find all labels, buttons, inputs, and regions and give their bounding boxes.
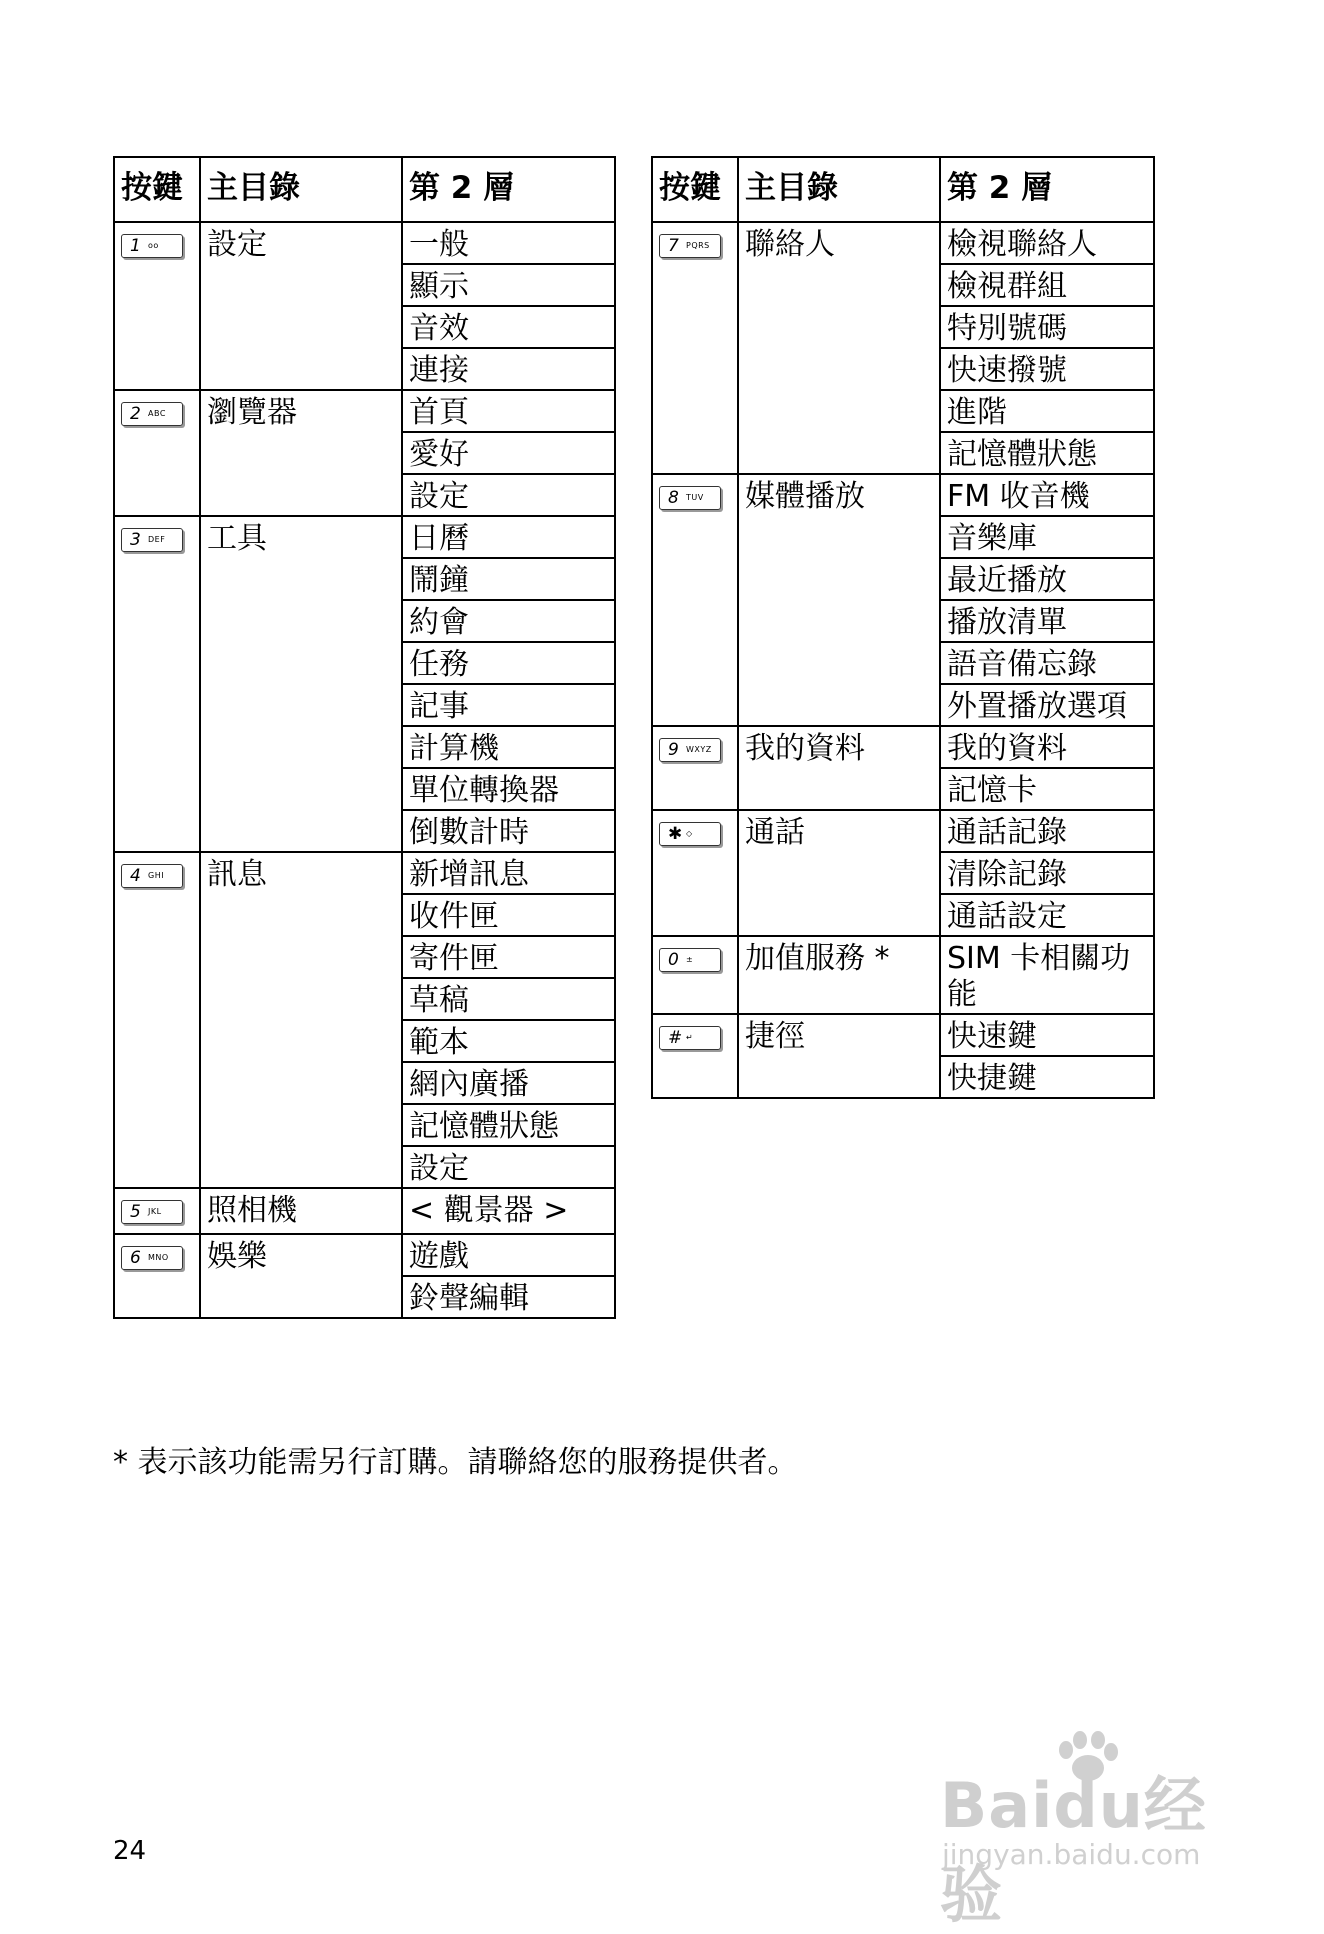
submenu-cell: 範本 xyxy=(402,1020,615,1062)
submenu-cell: 寄件匣 xyxy=(402,936,615,978)
submenu-cell: 一般 xyxy=(402,222,615,264)
submenu-cell: 我的資料 xyxy=(940,726,1154,768)
table-row xyxy=(652,1014,1154,1056)
table-row xyxy=(114,1234,615,1276)
key-letters: PQRS xyxy=(686,241,710,250)
key-digit: 4 xyxy=(130,866,141,886)
header-level2: 第 2 層 xyxy=(402,157,615,222)
submenu-cell: 約會 xyxy=(402,600,615,642)
main-menu-cell: 我的資料 xyxy=(738,726,940,810)
submenu-cell: 設定 xyxy=(402,1146,615,1188)
key-digit: 3 xyxy=(130,530,141,550)
keypad-key-icon xyxy=(121,1200,183,1224)
footnote: * 表示該功能需另行訂購。請聯絡您的服務提供者。 xyxy=(113,1445,798,1480)
submenu-cell: 進階 xyxy=(940,390,1154,432)
key-letters: ᴏᴏ xyxy=(148,241,159,250)
key-digit: 9 xyxy=(668,740,679,760)
table-row xyxy=(114,516,615,558)
key-digit: 5 xyxy=(130,1202,141,1222)
submenu-cell: 記憶卡 xyxy=(940,768,1154,810)
submenu-cell: 通話記錄 xyxy=(940,810,1154,852)
main-menu-cell: 聯絡人 xyxy=(738,222,940,474)
submenu-cell: 清除記錄 xyxy=(940,852,1154,894)
key-digit: 2 xyxy=(130,404,141,424)
submenu-cell: 收件匣 xyxy=(402,894,615,936)
submenu-cell: 設定 xyxy=(402,474,615,516)
keypad-key-icon xyxy=(121,528,183,552)
main-menu-cell: 加值服務 * xyxy=(738,936,940,1014)
main-menu-cell: 娛樂 xyxy=(200,1234,402,1318)
submenu-cell: 單位轉換器 xyxy=(402,768,615,810)
key-letters: ABC xyxy=(148,409,166,418)
header-main-menu: 主目錄 xyxy=(738,157,940,222)
main-menu-cell: 媒體播放 xyxy=(738,474,940,726)
key-digit: 8 xyxy=(668,488,679,508)
menu-table-right xyxy=(651,156,1155,1099)
header-main-menu: 主目錄 xyxy=(200,157,402,222)
keypad-key-icon xyxy=(121,402,183,426)
header-key: 按鍵 xyxy=(114,157,200,222)
key-letters: ± xyxy=(686,955,694,964)
table-row xyxy=(114,1188,615,1234)
main-menu-cell: 通話 xyxy=(738,810,940,936)
key-letters: ↵ xyxy=(686,1033,694,1042)
submenu-cell: 草稿 xyxy=(402,978,615,1020)
keypad-key-icon xyxy=(121,1246,183,1270)
key-cell xyxy=(652,1014,738,1098)
submenu-cell: 記事 xyxy=(402,684,615,726)
submenu-cell: 計算機 xyxy=(402,726,615,768)
watermark-brand: Baidu经验 xyxy=(940,1769,1207,1931)
key-digit: 0 xyxy=(668,950,679,970)
key-cell xyxy=(652,222,738,474)
key-letters: DEF xyxy=(148,535,166,544)
table-row xyxy=(114,852,615,894)
key-letters: MNO xyxy=(148,1253,169,1262)
submenu-cell: 愛好 xyxy=(402,432,615,474)
key-cell xyxy=(114,1188,200,1234)
key-digit: 7 xyxy=(668,236,679,256)
main-menu-cell: 照相機 xyxy=(200,1188,402,1234)
table-row xyxy=(652,810,1154,852)
keypad-key-icon xyxy=(659,948,721,972)
keypad-key-icon xyxy=(659,1026,721,1050)
key-cell xyxy=(114,222,200,390)
submenu-cell: < 觀景器 > xyxy=(402,1188,615,1234)
submenu-cell: 音效 xyxy=(402,306,615,348)
main-menu-cell: 瀏覽器 xyxy=(200,390,402,516)
table-row xyxy=(652,474,1154,516)
submenu-cell: 特別號碼 xyxy=(940,306,1154,348)
submenu-cell: 檢視群組 xyxy=(940,264,1154,306)
submenu-cell: 外置播放選項 xyxy=(940,684,1154,726)
menu-table-left xyxy=(113,156,616,1319)
key-cell xyxy=(652,726,738,810)
key-cell xyxy=(652,810,738,936)
submenu-cell: 檢視聯絡人 xyxy=(940,222,1154,264)
submenu-cell: 任務 xyxy=(402,642,615,684)
keypad-key-icon xyxy=(659,486,721,510)
key-letters: ◇ xyxy=(686,829,693,838)
header-level2: 第 2 層 xyxy=(940,157,1154,222)
keypad-key-icon xyxy=(659,738,721,762)
keypad-key-icon xyxy=(659,234,721,258)
submenu-cell: 記憶體狀態 xyxy=(940,432,1154,474)
submenu-cell: 記憶體狀態 xyxy=(402,1104,615,1146)
key-cell xyxy=(114,390,200,516)
key-cell xyxy=(114,852,200,1188)
submenu-cell: 鬧鐘 xyxy=(402,558,615,600)
submenu-cell: 日曆 xyxy=(402,516,615,558)
submenu-cell: 最近播放 xyxy=(940,558,1154,600)
key-letters: TUV xyxy=(686,493,704,502)
table-row xyxy=(652,936,1154,1014)
key-letters: GHI xyxy=(148,871,165,880)
menu-rows-right xyxy=(652,222,1154,1098)
main-menu-cell: 訊息 xyxy=(200,852,402,1188)
submenu-cell: 播放清單 xyxy=(940,600,1154,642)
submenu-cell: 鈴聲編輯 xyxy=(402,1276,615,1318)
submenu-cell: 遊戲 xyxy=(402,1234,615,1276)
key-cell xyxy=(114,516,200,852)
main-menu-cell: 設定 xyxy=(200,222,402,390)
submenu-cell: SIM 卡相關功能 xyxy=(940,936,1154,1014)
main-menu-cell: 工具 xyxy=(200,516,402,852)
main-menu-cell: 捷徑 xyxy=(738,1014,940,1098)
submenu-cell: 語音備忘錄 xyxy=(940,642,1154,684)
submenu-cell: 網內廣播 xyxy=(402,1062,615,1104)
key-letters: WXYZ xyxy=(686,745,712,754)
key-digit: ✱ xyxy=(668,824,683,844)
submenu-cell: FM 收音機 xyxy=(940,474,1154,516)
page-number: 24 xyxy=(113,1836,147,1866)
submenu-cell: 通話設定 xyxy=(940,894,1154,936)
key-digit: 1 xyxy=(130,236,141,256)
key-digit: 6 xyxy=(130,1248,141,1268)
submenu-cell: 快速鍵 xyxy=(940,1014,1154,1056)
key-cell xyxy=(652,936,738,1014)
submenu-cell: 倒數計時 xyxy=(402,810,615,852)
submenu-cell: 連接 xyxy=(402,348,615,390)
keypad-key-icon xyxy=(659,822,721,846)
submenu-cell: 快捷鍵 xyxy=(940,1056,1154,1098)
watermark-url: jingyan.baidu.com xyxy=(942,1838,1201,1871)
submenu-cell: 新增訊息 xyxy=(402,852,615,894)
table-row xyxy=(114,222,615,264)
table-row xyxy=(652,726,1154,768)
submenu-cell: 顯示 xyxy=(402,264,615,306)
table-row xyxy=(652,222,1154,264)
key-digit: # xyxy=(668,1028,683,1048)
keypad-key-icon xyxy=(121,234,183,258)
key-letters: JKL xyxy=(148,1207,162,1216)
key-cell xyxy=(652,474,738,726)
key-cell xyxy=(114,1234,200,1318)
header-key: 按鍵 xyxy=(652,157,738,222)
menu-rows-left xyxy=(114,222,615,1318)
submenu-cell: 音樂庫 xyxy=(940,516,1154,558)
submenu-cell: 快速撥號 xyxy=(940,348,1154,390)
keypad-key-icon xyxy=(121,864,183,888)
watermark xyxy=(938,1728,1258,1931)
submenu-cell: 首頁 xyxy=(402,390,615,432)
table-row xyxy=(114,390,615,432)
